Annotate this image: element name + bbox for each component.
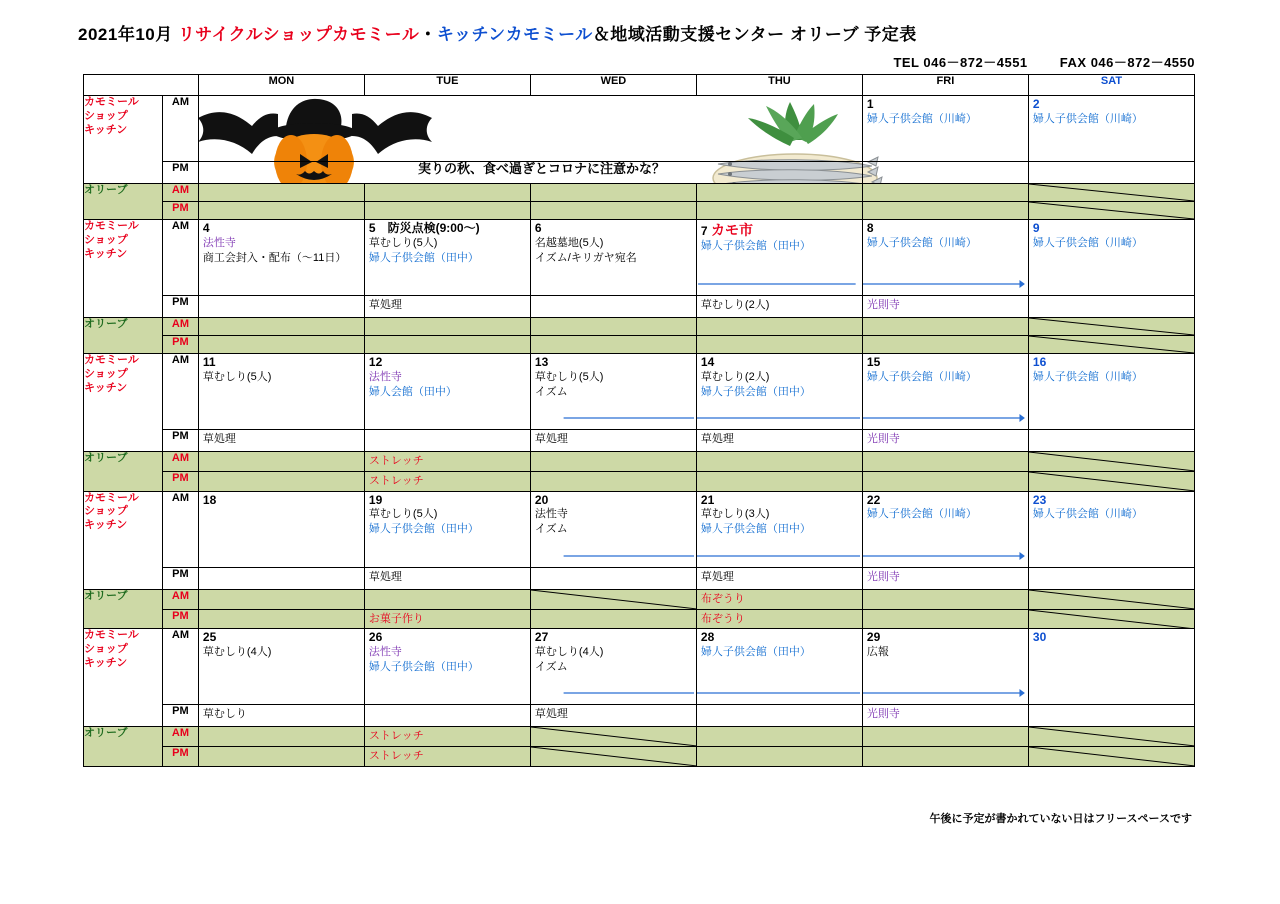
cell-w3-sat[interactable] [1028,354,1194,430]
event-w2-tue-am2: 婦人子供会館（田中） [368,251,479,264]
week3-olive-am [84,452,1195,472]
cell-w1-fri-pm[interactable] [862,162,1028,184]
ampm-pm-w3: PM [162,430,198,452]
diagonal-strike-icon [1029,452,1194,471]
olive-w1-wed-pm[interactable] [530,202,696,220]
daynum-20: 20 [534,492,549,507]
ampm-olive-pm-w2: PM [162,336,198,354]
cell-w1-fri[interactable] [862,96,1028,162]
cell-w2-tue-pm[interactable] [364,296,530,318]
event-w5-mon-pm: 草むしり [202,708,247,721]
olive-w3-mon-am[interactable] [198,452,364,472]
ampm-am-w3: AM [162,354,198,430]
title-separator: ・ [419,25,437,44]
olive-w5-thu-am[interactable] [696,727,862,747]
olive-w3-sat-pm[interactable] [1028,471,1194,491]
ampm-pm-w2: PM [162,296,198,318]
ampm-pm-w1: PM [162,162,198,184]
week3-pm-row [84,430,1195,452]
olive-w4-wed-am[interactable] [530,589,696,609]
diagonal-strike-icon [1029,472,1194,491]
olive-w3-fri-pm[interactable] [862,471,1028,491]
span-arrow-icon [697,688,860,698]
diagonal-strike-icon [1029,727,1194,746]
cell-w5-mon-pm[interactable] [198,705,364,727]
olive-w1-tue-pm[interactable] [364,202,530,220]
span-arrow-icon [531,688,694,698]
cell-w2-fri-pm[interactable] [862,296,1028,318]
cell-w5-sat[interactable] [1028,629,1194,705]
diagonal-strike-icon [1029,202,1194,219]
olive-w2-fri-am[interactable] [862,318,1028,336]
olive-w4-mon-am[interactable] [198,589,364,609]
week2-am-row [84,220,1195,296]
event-w4-fri-pm: 光則寺 [866,570,900,583]
olive-w2-sat-am[interactable] [1028,318,1194,336]
olive-w5-mon-pm[interactable] [198,747,364,767]
event-w1-sat-am: 婦人子供会館（川崎） [1032,112,1143,125]
diagonal-strike-icon [1029,336,1194,353]
daynum-4: 4 [202,221,210,235]
daynum-19: 19 [368,492,383,507]
event-w5-wed-am1: 草むしり(4人) [534,646,604,659]
span-arrow-icon [697,279,860,289]
olive-w3-wed-am[interactable] [530,452,696,472]
cell-w5-thu[interactable] [696,629,862,705]
olive-w5-sat-am[interactable] [1028,727,1194,747]
olive-w4-fri-am[interactable] [862,589,1028,609]
event-w2-fri-am1: 婦人子供会館（川崎） [866,236,977,249]
cell-w5-wed[interactable] [530,629,696,705]
event-w3-wed-pm: 草処理 [534,433,568,445]
event-w4-tue-pm: 草処理 [368,570,402,583]
ampm-pm-w5: PM [162,705,198,727]
olive-w3-mon-pm[interactable] [198,471,364,491]
diagonal-strike-icon [531,727,696,746]
cell-w3-wed[interactable] [530,354,696,430]
rowlabel-olive-w3: オリーブ [84,452,163,492]
olive-w4-tue-am[interactable] [364,589,530,609]
title-month: 2021年10月 [78,25,173,44]
olive-w4-fri-pm[interactable] [862,609,1028,629]
week5-am-row [84,629,1195,705]
event-kamo-market: カモ市 [710,222,753,238]
cell-w4-sat[interactable] [1028,491,1194,567]
event-w3-sat-am1: 婦人子供会館（川崎） [1032,370,1143,383]
cell-w3-thu[interactable] [696,354,862,430]
olive-w5-wed-am[interactable] [530,727,696,747]
cell-w2-sat-pm[interactable] [1028,296,1194,318]
rowlabel-olive-w4: オリーブ [84,589,163,629]
week4-olive-pm [84,609,1195,629]
event-w4-wed-am1: 法性寺 [534,508,568,521]
event-w4-thu-am1: 草むしり(3人) [700,508,770,521]
olive-w2-thu-am[interactable] [696,318,862,336]
ampm-am-w1: AM [162,96,198,162]
ampm-olive-pm-w5: PM [162,747,198,767]
daynum-18: 18 [202,492,217,507]
cell-w2-wed[interactable] [530,220,696,296]
cell-w2-thu-pm[interactable] [696,296,862,318]
event-w2-tue-pm: 草処理 [368,299,402,311]
fax-number: FAX 046－872－4550 [1059,55,1195,70]
cell-w4-fri[interactable] [862,491,1028,567]
cell-w3-mon-pm[interactable] [198,430,364,452]
olive-w4-mon-pm[interactable] [198,609,364,629]
rowlabel-kamomile-w5: カモミール ショップ キッチン [84,629,163,727]
event-olive-w4-thu-pm: 布ぞうり [700,612,745,625]
olive-w4-sat-am[interactable] [1028,589,1194,609]
event-w3-wed-am2: イズム [534,385,568,398]
cell-w4-wed-pm[interactable] [530,567,696,589]
olive-w4-thu-am[interactable] [696,589,862,609]
ampm-olive-am-w4: AM [162,589,198,609]
ampm-am-w5: AM [162,629,198,705]
rowlabel-kamomile-w4: カモミール ショップ キッチン [84,491,163,589]
span-arrow-head-icon [863,688,1026,698]
ampm-olive-pm-w4: PM [162,609,198,629]
daynum-15: 15 [866,355,881,369]
cell-w5-tue[interactable] [364,629,530,705]
dow-fri: FRI [862,75,1028,96]
span-arrow-head-icon [863,413,1026,423]
cell-w2-fri[interactable] [862,220,1028,296]
event-w2-mon-am2: 商工会封入・配布（〜11日） [202,251,347,264]
daynum-14: 14 [700,355,715,369]
olive-w3-sat-am[interactable] [1028,452,1194,472]
week4-olive-am [84,589,1195,609]
cell-w4-mon-pm[interactable] [198,567,364,589]
event-w5-wed-am2: イズム [534,661,568,674]
dow-sat: SAT [1028,75,1194,96]
event-olive-w5-tue-pm: ストレッチ [368,750,424,763]
daynum-5: 5 防災点検(9:00〜) [368,221,480,235]
cell-w1-sat-pm[interactable] [1028,162,1194,184]
cell-w1-illustration [198,96,862,162]
cell-w5-fri-pm[interactable] [862,705,1028,727]
ampm-olive-pm-w1: PM [162,202,198,220]
daynum-11: 11 [202,355,216,369]
cell-w2-wed-pm[interactable] [530,296,696,318]
table-header-row [84,75,1195,96]
event-w5-tue-am2: 婦人子供会館（田中） [368,661,479,674]
event-w5-fri-pm: 光則寺 [866,708,900,721]
rowlabel-kamomile-w2: カモミール ショップ キッチン [84,220,163,318]
cell-w4-thu[interactable] [696,491,862,567]
week5-olive-pm [84,747,1195,767]
daynum-23: 23 [1032,492,1047,507]
event-w4-fri-am1: 婦人子供会館（川崎） [866,508,977,521]
title-kitchen: キッチンカモミール [436,25,593,44]
diagonal-strike-icon [1029,747,1194,766]
olive-w1-fri-pm[interactable] [862,202,1028,220]
olive-w3-thu-pm[interactable] [696,471,862,491]
week3-am-row [84,354,1195,430]
event-w2-wed-am1: 名越墓地(5人) [534,236,604,249]
cell-w2-tue[interactable] [364,220,530,296]
olive-w5-wed-pm[interactable] [530,747,696,767]
event-w2-mon-am1: 法性寺 [202,236,236,249]
span-arrow-head-icon [863,551,1026,561]
title-center: ＆地域活動支援センター オリーブ 予定表 [592,25,917,44]
daynum-21: 21 [700,492,715,507]
olive-w3-fri-am[interactable] [862,452,1028,472]
cell-w5-mon[interactable] [198,629,364,705]
event-w4-tue-am2: 婦人子供会館（田中） [368,523,479,536]
olive-w3-wed-pm[interactable] [530,471,696,491]
olive-w5-tue-pm[interactable] [364,747,530,767]
olive-w2-tue-pm[interactable] [364,336,530,354]
olive-w1-tue-am[interactable] [364,184,530,202]
schedule-table [83,74,1195,767]
olive-w2-mon-am[interactable] [198,318,364,336]
event-w3-thu-pm: 草処理 [700,433,734,445]
daynum-7: 7 カモ市 [700,222,753,238]
cell-w3-mon[interactable] [198,354,364,430]
event-w2-fri-pm: 光則寺 [866,299,900,311]
olive-w5-sat-pm[interactable] [1028,747,1194,767]
dow-wed: WED [530,75,696,96]
olive-w3-tue-pm[interactable] [364,471,530,491]
event-olive-w4-tue-pm: お菓子作り [368,612,424,625]
event-w4-tue-am1: 草むしり(5人) [368,508,438,521]
cell-w3-tue-pm[interactable] [364,430,530,452]
daynum-28: 28 [700,630,715,645]
span-arrow-icon [697,413,860,423]
span-arrow-head-icon [863,279,1026,289]
olive-w5-mon-am[interactable] [198,727,364,747]
olive-w3-tue-am[interactable] [364,452,530,472]
daynum-22: 22 [866,492,881,507]
header-corner [84,75,199,96]
week1-pm-row [84,162,1195,184]
daynum-8: 8 [866,221,874,235]
week4-am-row [84,491,1195,567]
olive-w4-wed-pm[interactable] [530,609,696,629]
daynum-26: 26 [368,630,383,645]
event-w3-tue-am2: 婦人会館（田中） [368,385,457,398]
event-w4-thu-am2: 婦人子供会館（田中） [700,523,811,536]
span-arrow-icon [531,551,694,561]
daynum-29: 29 [866,630,881,645]
cell-w4-fri-pm[interactable] [862,567,1028,589]
diagonal-strike-icon [1029,610,1194,629]
daynum-25: 25 [202,630,217,645]
dow-thu: THU [696,75,862,96]
daynum-1: 1 [866,97,874,111]
week1-olive-pm [84,202,1195,220]
olive-w1-thu-pm[interactable] [696,202,862,220]
daynum-13: 13 [534,355,549,369]
diagonal-strike-icon [531,747,696,766]
rowlabel-kamomile-w3: カモミール ショップ キッチン [84,354,163,452]
event-w3-mon-am1: 草むしり(5人) [202,370,272,383]
week2-olive-pm [84,336,1195,354]
olive-w2-tue-am[interactable] [364,318,530,336]
event-olive-w3-tue-pm: ストレッチ [368,474,424,487]
olive-w2-thu-pm[interactable] [696,336,862,354]
event-w3-mon-pm: 草処理 [202,433,236,445]
event-w4-wed-am2: イズム [534,523,568,536]
cell-w3-sat-pm[interactable] [1028,430,1194,452]
event-w3-thu-am2: 婦人子供会館（田中） [700,385,811,398]
ampm-olive-am-w5: AM [162,727,198,747]
cell-w4-tue-pm[interactable] [364,567,530,589]
cell-w2-mon[interactable] [198,220,364,296]
olive-w1-thu-am[interactable] [696,184,862,202]
event-w2-sat-am1: 婦人子供会館（川崎） [1032,236,1143,249]
event-w5-thu-am1: 婦人子供会館（田中） [700,646,811,659]
daynum-2: 2 [1032,97,1040,111]
cell-w5-sat-pm[interactable] [1028,705,1194,727]
cell-w4-thu-pm[interactable] [696,567,862,589]
olive-w3-thu-am[interactable] [696,452,862,472]
event-w2-tue-am1: 草むしり(5人) [368,236,438,249]
olive-w1-sat-pm[interactable] [1028,202,1194,220]
span-arrow-icon [531,413,694,423]
event-w2-thu-pm: 草むしり(2人) [700,299,770,311]
cell-w4-tue[interactable] [364,491,530,567]
footnote: 午後に予定が書かれていない日はフリースペースです [929,813,1192,825]
event-w4-sat-am1: 婦人子供会館（川崎） [1032,508,1143,521]
daynum-30: 30 [1032,630,1047,645]
cell-w3-thu-pm[interactable] [696,430,862,452]
daynum-16: 16 [1032,355,1047,369]
olive-w4-tue-pm[interactable] [364,609,530,629]
diagonal-strike-icon [1029,184,1194,201]
week2-pm-row [84,296,1195,318]
ampm-pm-w4: PM [162,567,198,589]
dow-mon: MON [198,75,364,96]
diagonal-strike-icon [1029,318,1194,335]
ampm-am-w4: AM [162,491,198,567]
cell-w2-sat[interactable] [1028,220,1194,296]
event-olive-w5-tue-am: ストレッチ [368,730,424,743]
cell-w5-wed-pm[interactable] [530,705,696,727]
olive-w5-thu-pm[interactable] [696,747,862,767]
rowlabel-olive-w5: オリーブ [84,727,163,767]
olive-w1-mon-am[interactable] [198,184,364,202]
olive-w4-sat-pm[interactable] [1028,609,1194,629]
olive-w1-wed-am[interactable] [530,184,696,202]
week1-olive-am [84,184,1195,202]
event-w3-fri-am1: 婦人子供会館（川崎） [866,370,977,383]
event-w3-fri-pm: 光則寺 [866,433,900,445]
event-olive-w4-thu-am: 布ぞうり [700,592,745,605]
rowlabel-kamomile-w1: カモミール ショップ キッチン [84,96,163,184]
ampm-olive-pm-w3: PM [162,471,198,491]
cell-w3-wed-pm[interactable] [530,430,696,452]
ampm-olive-am-w3: AM [162,452,198,472]
event-w5-wed-pm: 草処理 [534,708,568,721]
cell-w3-tue[interactable] [364,354,530,430]
olive-w2-wed-pm[interactable] [530,336,696,354]
page-title [78,20,1280,45]
olive-w5-tue-am[interactable] [364,727,530,747]
olive-w1-fri-am[interactable] [862,184,1028,202]
event-w5-tue-am1: 法性寺 [368,646,402,659]
olive-w5-fri-pm[interactable] [862,747,1028,767]
contact-info [865,52,1195,71]
olive-w1-mon-pm[interactable] [198,202,364,220]
olive-w2-sat-pm[interactable] [1028,336,1194,354]
olive-w5-fri-am[interactable] [862,727,1028,747]
diagonal-strike-icon [531,590,696,609]
cell-w5-thu-pm[interactable] [696,705,862,727]
event-w2-wed-am2: イズム/キリガヤ宛名 [534,251,637,264]
event-w2-thu-am1: 婦人子供会館（田中） [700,239,811,252]
daynum-27: 27 [534,630,549,645]
event-olive-w3-tue-am: ストレッチ [368,455,424,467]
ampm-olive-am-w2: AM [162,318,198,336]
rowlabel-olive-w2: オリーブ [84,318,163,354]
week4-pm-row [84,567,1195,589]
diagonal-strike-icon [1029,590,1194,609]
olive-w1-sat-am[interactable] [1028,184,1194,202]
event-w3-tue-am1: 法性寺 [368,370,402,383]
cell-w2-mon-pm[interactable] [198,296,364,318]
daynum-12: 12 [368,355,383,369]
daynum-9: 9 [1032,221,1040,235]
span-arrow-icon [697,551,860,561]
seasonal-note: 実りの秋、食べ過ぎとコロナに注意かな？ [418,161,666,176]
olive-w4-thu-pm[interactable] [696,609,862,629]
daynum-6: 6 [534,221,542,235]
cell-w5-fri[interactable] [862,629,1028,705]
cell-w3-fri[interactable] [862,354,1028,430]
olive-w2-mon-pm[interactable] [198,336,364,354]
week5-pm-row [84,705,1195,727]
olive-w2-fri-pm[interactable] [862,336,1028,354]
week5-olive-am [84,727,1195,747]
olive-w2-wed-am[interactable] [530,318,696,336]
event-w3-thu-am1: 草むしり(2人) [700,370,770,383]
cell-w1-sat[interactable] [1028,96,1194,162]
event-w3-wed-am1: 草むしり(5人) [534,370,604,383]
cell-w4-mon[interactable] [198,491,364,567]
title-shop: リサイクルショップカモミール [177,25,420,44]
week3-olive-pm [84,471,1195,491]
rowlabel-olive-w1: オリーブ [84,184,163,220]
phone-number: TEL 046－872－4551 [893,55,1028,70]
cell-w1-pm-illustration [198,162,862,184]
week1-am-row [84,96,1195,162]
cell-w2-thu[interactable] [696,220,862,296]
ampm-am-w2: AM [162,220,198,296]
cell-w4-wed[interactable] [530,491,696,567]
ampm-olive-am-w1: AM [162,184,198,202]
event-w5-fri-am1: 広報 [866,646,889,659]
dow-tue: TUE [364,75,530,96]
event-w1-fri-am: 婦人子供会館（川崎） [866,112,977,125]
event-w5-mon-am1: 草むしり(4人) [202,646,272,659]
cell-w5-tue-pm[interactable] [364,705,530,727]
cell-w4-sat-pm[interactable] [1028,567,1194,589]
cell-w3-fri-pm[interactable] [862,430,1028,452]
event-w4-thu-pm: 草処理 [700,570,734,583]
week2-olive-am [84,318,1195,336]
